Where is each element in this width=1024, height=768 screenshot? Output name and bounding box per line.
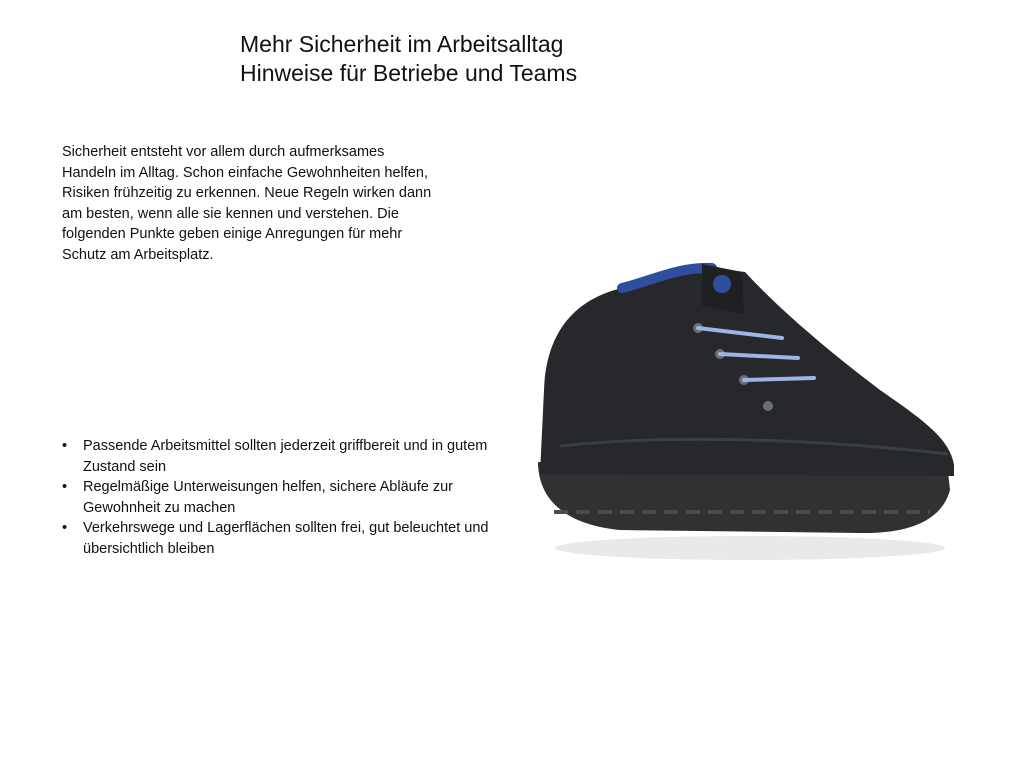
bullet-list — [62, 436, 502, 559]
intro-paragraph: Sicherheit entsteht vor allem durch aufmerksames Handeln im Alltag. Schon einfache Gewohnheiten helfen, Risiken frühzeitig zu erkennen. Neue Regeln wirken dann am besten, wenn alle sie kennen und verstehen. Die folgenden Punkte geben einige Anregungen für mehr Schutz am Arbeitsplatz. — [62, 144, 432, 263]
title-line-2: Hinweise für Betriebe und Teams — [240, 60, 578, 86]
shoe-upper — [540, 268, 954, 476]
logo-badge — [713, 275, 731, 293]
bullet-item: • Passende Arbeitsmittel sollten jederzeit griffbereit und in gutem Zustand sein — [62, 436, 502, 477]
slide-title — [240, 30, 880, 88]
title-line-1: Mehr Sicherheit im Arbeitsalltag — [240, 31, 564, 57]
bullet-item: • Verkehrswege und Lagerflächen sollten frei, gut beleuchtet und übersichtlich bleiben — [62, 518, 502, 559]
bullet-item: • Regelmäßige Unterweisungen helfen, sichere Abläufe zur Gewohnheit zu machen — [62, 477, 502, 518]
shoe-shadow — [555, 536, 945, 560]
safety-shoe-illustration — [530, 250, 970, 570]
